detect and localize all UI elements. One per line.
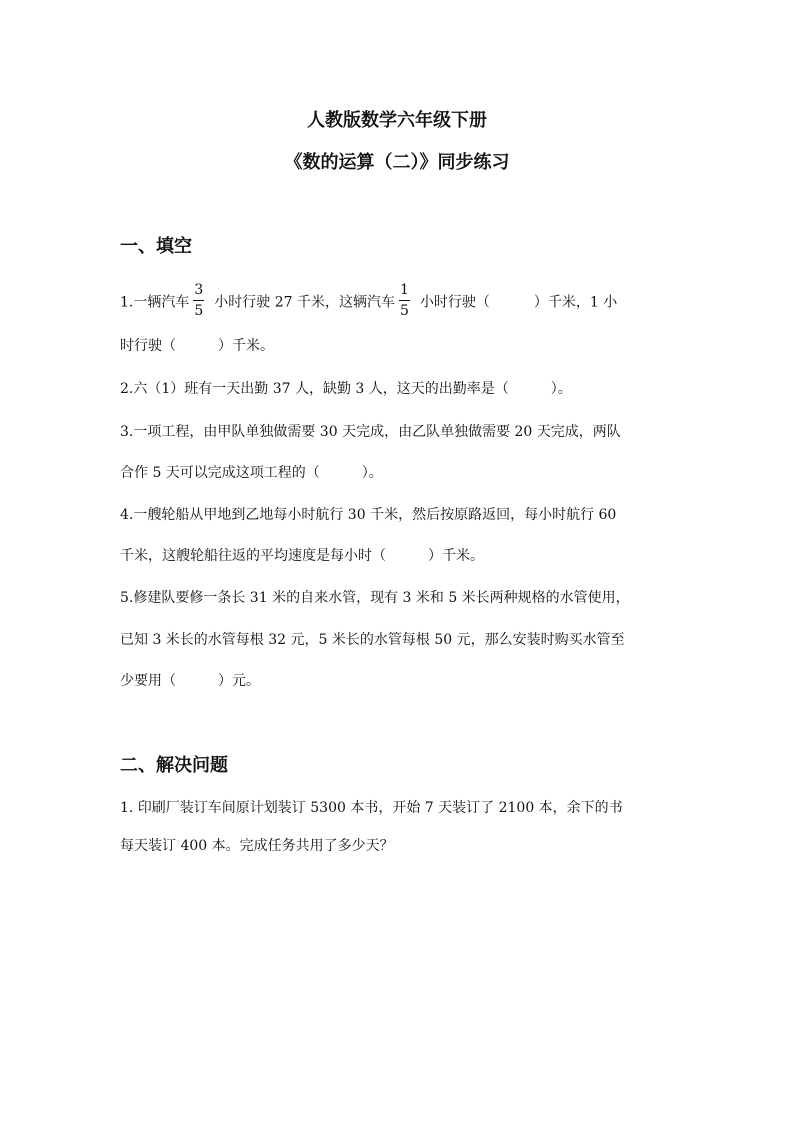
problem-1-line-2: 每天装订 400 本。完成任务共用了多少天？ [120,838,394,854]
section-heading-fill-in: 一、填空 [120,236,192,257]
fraction-numerator: 1 [399,282,410,301]
question-1-text-c: 小时行驶（ [419,294,490,311]
question-1-line-2: 时行驶（ ）千米。 [120,338,274,354]
fraction-3-5 [193,282,204,319]
fraction-denominator: 5 [400,303,409,319]
question-4-line-1: 4.一艘轮船从甲地到乙地每小时航行 30 千米，然后按原路返回，每小时航行 60 [120,507,617,523]
problem-1-line-1: 1. 印刷厂装订车间原计划装订 5300 本书，开始 7 天装订了 2100 本，余下的书 [120,800,623,816]
question-1-line-1 [120,284,617,321]
fraction-1-5 [399,282,410,319]
question-5-line-3: 少要用（ ）元。 [120,673,260,689]
question-3-line-2: 合作 5 天可以完成这项工程的（ ）。 [120,465,383,481]
question-1-text-a: 1.一辆汽车 [120,294,190,311]
section-heading-solve: 二、解决问题 [120,755,228,776]
question-5-line-2: 已知 3 米长的水管每根 32 元，5 米长的水管每根 50 元，那么安装时购买水管至 [120,632,625,648]
question-3-line-1: 3.一项工程，由甲队单独做需要 30 天完成，由乙队单独做需要 20 天完成，两队 [120,424,621,440]
question-1-text-b: 小时行驶 27 千米，这辆汽车 [214,294,395,311]
question-4-line-2: 千米，这艘轮船往返的平均速度是每小时（ ）千米。 [120,548,484,564]
question-2: 2.六（1）班有一天出勤 37 人，缺勤 3 人，这天的出勤率是（ ）。 [120,381,572,397]
document-subtitle: 《数的运算（二）》同步练习 [284,152,510,173]
question-1-text-d: ）千米，1 小 [533,294,618,311]
fraction-denominator: 5 [194,303,204,319]
question-5-line-1: 5.修建队要修一条长 31 米的自来水管，现有 3 米和 5 米长两种规格的水管使用， [120,590,630,606]
fraction-numerator: 3 [193,282,204,301]
document-title: 人教版数学六年级下册 [307,110,487,131]
